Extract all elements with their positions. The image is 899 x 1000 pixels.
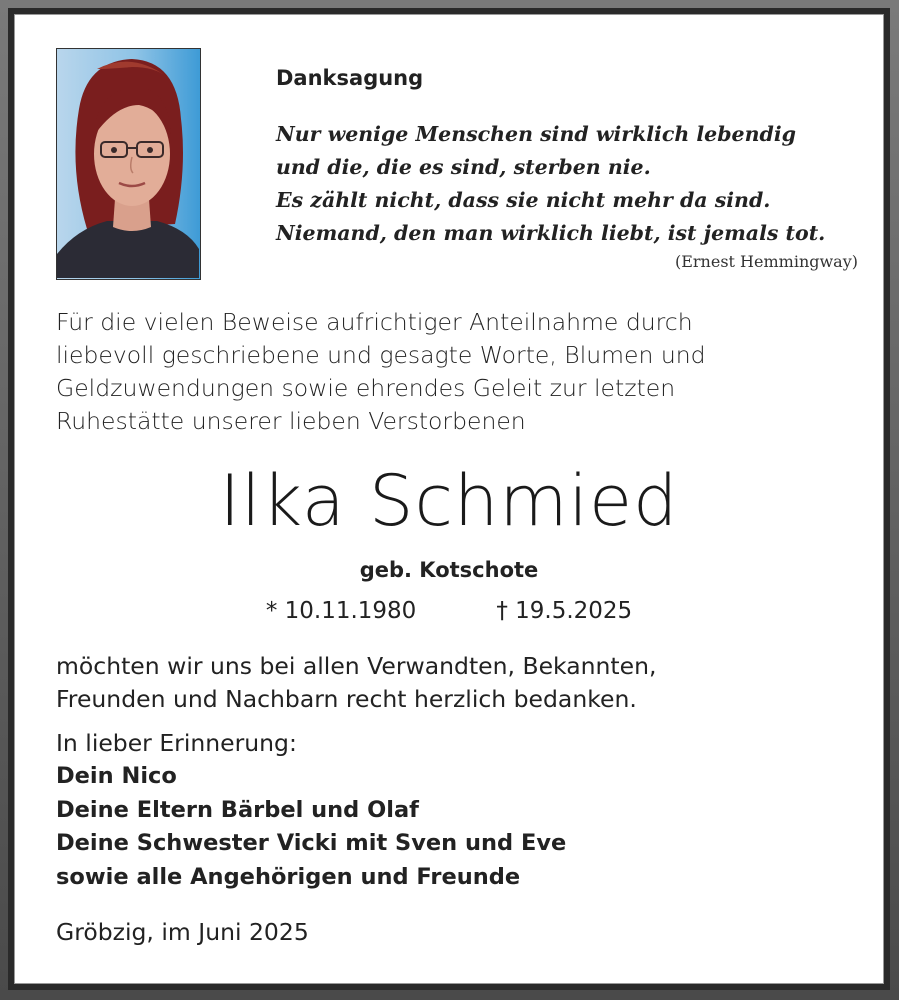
signer: Deine Schwester Vicki mit Sven und Eve (56, 830, 567, 856)
poem-line: Niemand, den man wirklich liebt, ist jemals tot. (276, 221, 826, 245)
thanks-text (56, 650, 856, 716)
obituary-card (8, 8, 890, 990)
intro-text (56, 306, 856, 438)
poem-line: Nur wenige Menschen sind wirklich lebendig (276, 122, 796, 146)
poem-author: (Ernest Hemmingway) (674, 252, 858, 271)
signer: Dein Nico (56, 763, 177, 789)
signers (56, 760, 566, 894)
place-date: Gröbzig, im Juni 2025 (56, 918, 309, 946)
poem-line: und die, die es sind, sterben nie. (276, 155, 651, 179)
intro-line: Ruhestätte unserer lieben Verstorbenen (56, 407, 526, 435)
deceased-name: Ilka Schmied (219, 460, 679, 542)
birth-date: * 10.11.1980 (265, 598, 417, 624)
intro-line: Geldzuwendungen sowie ehrendes Geleit zur letzten (56, 374, 676, 402)
heading: Danksagung (276, 66, 424, 90)
life-dates (14, 598, 884, 624)
portrait-photo (56, 48, 201, 280)
intro-line: Für die vielen Beweise aufrichtiger Anteilnahme durch (56, 308, 693, 336)
poem-line: Es zählt nicht, dass sie nicht mehr da sind. (276, 188, 771, 212)
signer: Deine Eltern Bärbel und Olaf (56, 796, 419, 823)
thanks-line: möchten wir uns bei allen Verwandten, Bekannten, (56, 652, 657, 680)
signer: sowie alle Angehörigen und Freunde (56, 863, 521, 890)
poem (276, 118, 866, 250)
portrait-image (57, 49, 199, 278)
thanks-line: Freunden und Nachbarn recht herzlich bedanken. (56, 685, 637, 713)
birth-name: geb. Kotschote (359, 558, 539, 582)
death-date: † 19.5.2025 (496, 598, 633, 624)
intro-line: liebevoll geschriebene und gesagte Worte, Blumen und (56, 341, 706, 369)
memory-label: In lieber Erinnerung: (56, 729, 297, 757)
